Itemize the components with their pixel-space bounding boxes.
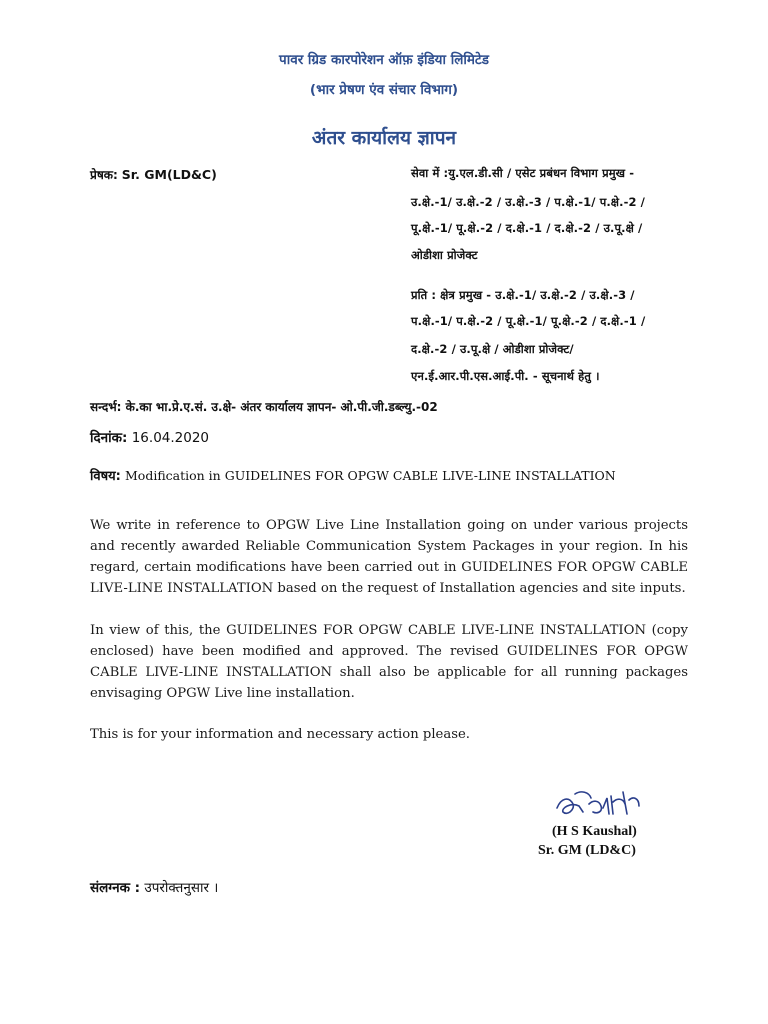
subject-value: Modification in GUIDELINES FOR OPGW CABLE LIVE-LINE INSTALLATION bbox=[125, 468, 616, 483]
copy-line-3: द.क्षे.-2 / उ.पू.क्षे / ओडीशा प्रोजेक्ट/ bbox=[411, 342, 574, 356]
body-paragraph-1: We write in reference to OPGW Live Line Installation going on under various projects and recently awarded Reliable Communication System Packages in your region. In his regard, certain modifications have been carried out in GUIDELINES FOR OPGW CABLE LIVE-LINE INSTALLATION based on the request of Installation agencies and site inputs. bbox=[90, 518, 688, 596]
sender-label: प्रेषक: bbox=[90, 168, 118, 182]
reference-line bbox=[90, 398, 438, 415]
date-value: 16.04.2020 bbox=[131, 430, 210, 446]
body-paragraph-3: This is for your information and necessary action please. bbox=[90, 727, 470, 742]
memo-title: अंतर कार्यालय ज्ञापन bbox=[311, 127, 457, 149]
sender-line bbox=[90, 166, 217, 183]
reference-value: के.का भा.प्रे.ए.सं. उ.क्षे- अंतर कार्यालय ज्ञापन- ओ.पी.जी.डब्ल्यु.-02 bbox=[125, 400, 438, 414]
department-name: (भार प्रेषण एंव संचार विभाग) bbox=[309, 82, 459, 98]
org-name: पावर ग्रिड कारपोरेशन ऑफ़ इंडिया लिमिटेड bbox=[279, 52, 489, 68]
signatory-name: (H S Kaushal) bbox=[552, 824, 637, 839]
copy-line-2: प.क्षे.-1/ प.क्षे.-2 / पू.क्षे.-1/ पू.क्षे.-2 / द.क्षे.-1 / bbox=[411, 314, 646, 328]
subject-label: विषय: bbox=[90, 469, 121, 484]
signatory-designation: Sr. GM (LD&C) bbox=[538, 843, 636, 858]
body-paragraph-2: In view of this, the GUIDELINES FOR OPGW CABLE LIVE-LINE INSTALLATION (copy enclosed) have been modified and approved. The revised GUIDELINES FOR OPGW CABLE LIVE-LINE INSTALLATION shall also be applicable for all running packages envisaging OPGW Live line installation. bbox=[90, 623, 688, 701]
enclosure-line bbox=[90, 878, 218, 896]
copy-line-4: एन.ई.आर.पी.एस.आई.पी. - सूचनार्थ हेतु । bbox=[411, 369, 600, 383]
enclosure-label: संलग्नक : bbox=[90, 880, 141, 896]
subject-line bbox=[90, 466, 616, 484]
sender-value: Sr. GM(LD&C) bbox=[121, 167, 217, 182]
to-line-4: ओडीशा प्रोजेक्ट bbox=[411, 248, 478, 262]
date-label: दिनांक: bbox=[90, 430, 128, 446]
copy-line-1: प्रति : क्षेत्र प्रमुख - उ.क्षे.-1/ उ.क्षे.-2 / उ.क्षे.-3 / bbox=[411, 288, 635, 302]
enclosure-value: उपरोक्तनुसार । bbox=[144, 880, 219, 896]
to-line-3: पू.क्षे.-1/ पू.क्षे.-2 / द.क्षे.-1 / द.क्षे.-2 / उ.पू.क्षे / bbox=[411, 221, 643, 235]
reference-label: सन्दर्भ: bbox=[90, 400, 122, 414]
to-line-2: उ.क्षे.-1/ उ.क्षे.-2 / उ.क्षे.-3 / प.क्षे.-1/ प.क्षे.-2 / bbox=[411, 195, 645, 209]
date-line bbox=[90, 428, 209, 446]
to-line-1: सेवा में :यु.एल.डी.सी / एसेट प्रबंधन विभाग प्रमुख - bbox=[411, 166, 635, 180]
